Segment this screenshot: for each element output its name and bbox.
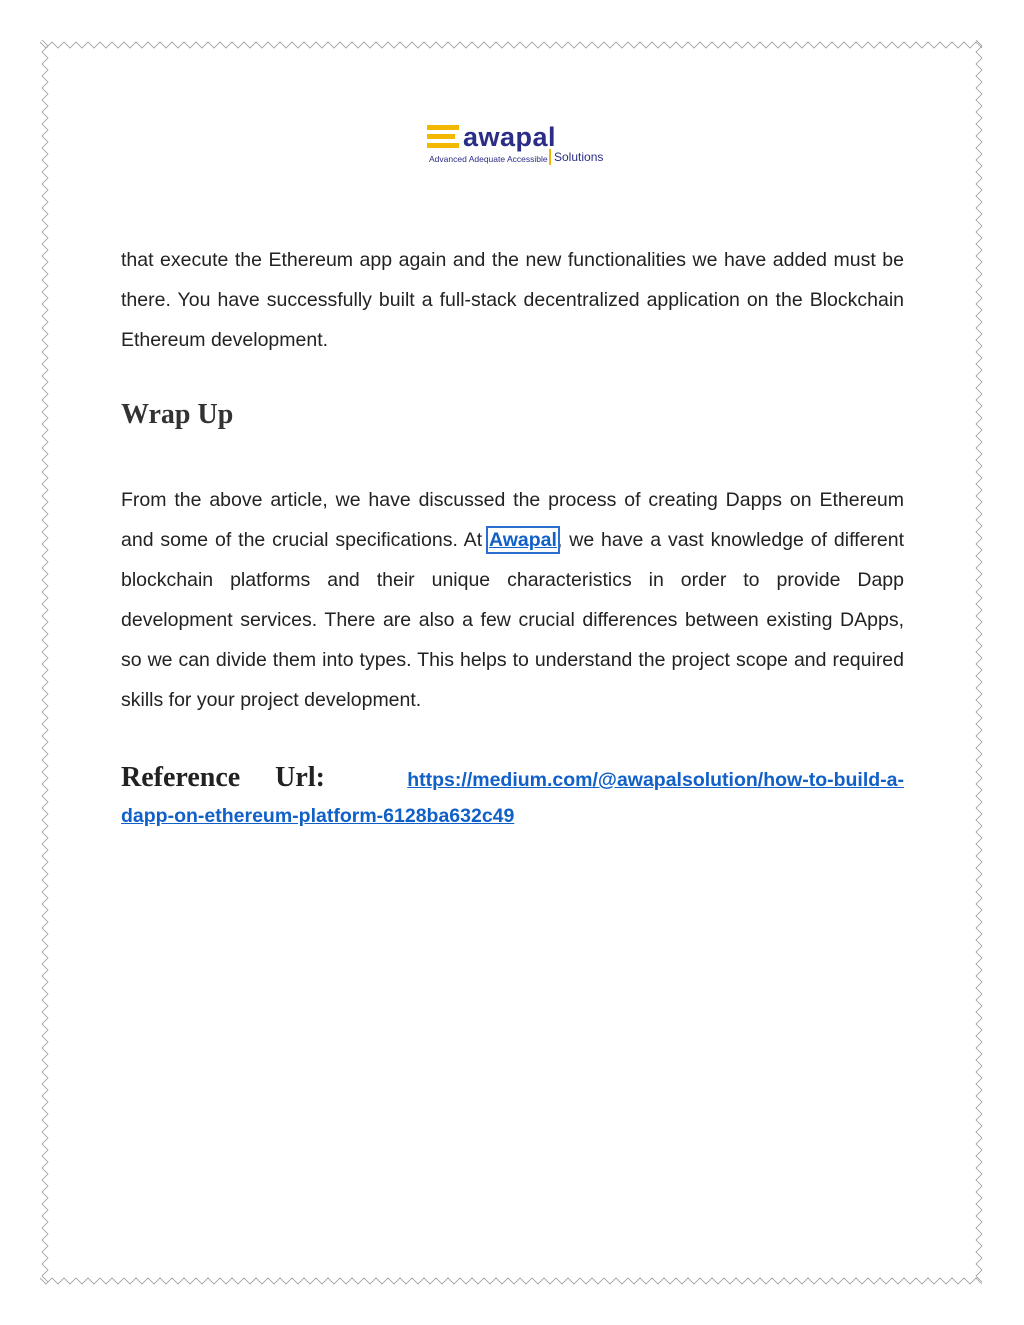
awapal-link[interactable]: Awapal (489, 529, 557, 551)
logo-stripes-icon (427, 122, 463, 152)
logo-tagline: Advanced Adequate Accessible (429, 154, 548, 164)
wrap-up-section (121, 480, 904, 720)
reference-line-2 (121, 801, 904, 833)
intro-paragraph: that execute the Ethereum app again and the new functionalities we have added must be there. You have successfully built a full-stack decentralized application on the Blockchain Ethereum development. (121, 249, 904, 351)
reference-section (121, 757, 904, 833)
reference-url-link-part1[interactable]: https://medium.com/@awapalsolution/how-to-build-a- (407, 769, 904, 791)
reference-label: Reference Url: (121, 762, 325, 793)
logo-wordmark: awapal (463, 122, 557, 152)
logo-solutions: Solutions (549, 149, 603, 165)
wrap-up-text-after: , we have a vast knowledge of different blockchain platforms and their unique characteristics in order to provide Dapp development services. There are also a few crucial differences between existing DApps, so we can divide them into types. This helps to understand the project scope and required skills for your project development. (121, 529, 904, 711)
awapal-logo (427, 122, 607, 168)
wrap-up-heading: Wrap Up (121, 399, 234, 430)
reference-line-1 (121, 757, 904, 801)
intro-section (121, 240, 904, 360)
reference-url-link-part2[interactable]: dapp-on-ethereum-platform-6128ba632c49 (121, 805, 515, 827)
wrap-up-text-before: From the above article, we have discussed the process of creating Dapps on Ethereum and some of the crucial specifications. At (121, 489, 904, 551)
wrap-up-paragraph (121, 480, 904, 720)
